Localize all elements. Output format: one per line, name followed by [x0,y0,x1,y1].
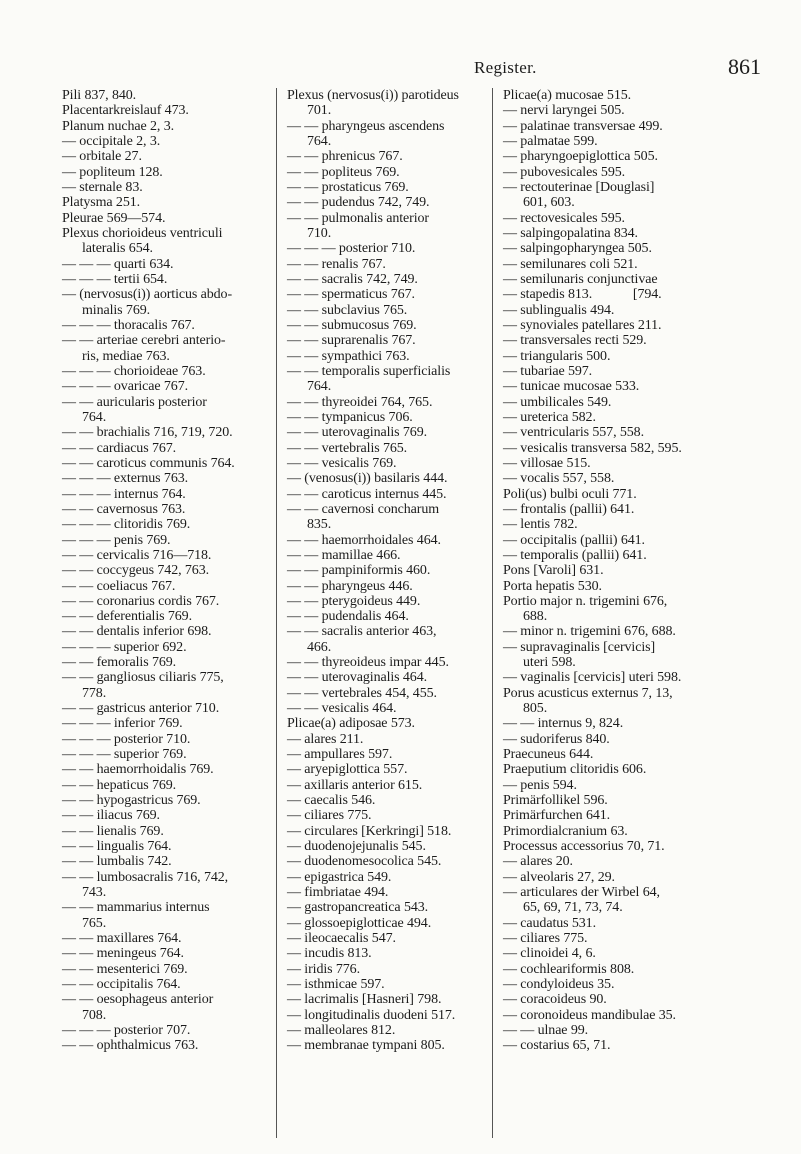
index-entry: — palatinae transversae 499. [503,118,663,134]
index-entry: — — thyreoideus impar 445. [287,655,449,671]
index-entry: Placentarkreislauf 473. [62,103,189,119]
index-entry: — lacrimalis [Hasneri] 798. [287,992,442,1008]
index-entry: — incudis 813. [287,946,372,962]
index-entry: — (venosus(i)) basilaris 444. [287,471,448,487]
index-entry: — — haemorrhoidalis 769. [62,762,214,778]
index-entry: — transversales recti 529. [503,333,647,349]
index-entry: — — maxillares 764. [62,931,182,947]
index-entry: — caecalis 546. [287,793,376,809]
index-entry: — — dentalis inferior 698. [62,624,212,640]
index-entry-continuation: 778. [82,685,107,701]
index-entry: — occipitalis (pallii) 641. [503,532,645,548]
index-entry-continuation: 764. [82,409,107,425]
index-entry: Porus acusticus externus 7, 13, [503,685,673,701]
page-header [0,52,801,80]
index-entry: Pons [Varoli] 631. [503,563,604,579]
index-entry: — — spermaticus 767. [287,287,415,303]
index-entry: Plicae(a) mucosae 515. [503,88,632,103]
index-entry: — — mammarius internus [62,900,210,916]
index-entry: — — coronarius cordis 767. [62,593,220,609]
index-entry: — duodenomesocolica 545. [287,854,442,870]
index-entry: — nervi laryngei 505. [503,103,625,119]
index-entry: — — brachialis 716, 719, 720. [62,425,233,441]
index-entry: — — lumbosacralis 716, 742, [62,869,229,885]
index-entry: — — sacralis anterior 463, [287,624,437,640]
index-entry: — vesicalis transversa 582, 595. [503,440,682,456]
index-entry: — membranae tympani 805. [287,1038,445,1054]
index-entry: — — uterovaginalis 769. [287,425,428,441]
index-entry: — ureterica 582. [503,409,596,425]
index-entry: — — sacralis 742, 749. [287,271,418,287]
index-entry: — coracoideus 90. [503,992,607,1008]
index-entry: — orbitale 27. [62,149,142,165]
index-entry: — — gangliosus ciliaris 775, [62,670,224,686]
index-entry: — villosae 515. [503,455,591,471]
index-entry: — — mesenterici 769. [62,961,188,977]
index-entry: — — uterovaginalis 464. [287,670,428,686]
index-column-2 [287,88,492,1054]
index-entry: — alares 211. [287,731,364,747]
index-entry: — — phrenicus 767. [287,149,403,165]
index-entry: — aryepiglottica 557. [287,762,408,778]
index-entry: — lentis 782. [503,517,578,533]
index-entry: — — vertebrales 454, 455. [287,685,437,701]
running-title: Register. [474,58,537,77]
index-entry: — — cervicalis 716—718. [62,547,212,563]
index-entry: — glossoepiglotticae 494. [287,915,432,931]
index-entry: — — — superior 692. [62,639,187,655]
index-entry: — — submucosus 769. [287,317,417,333]
index-entry: — ciliares 775. [503,931,588,947]
index-entry: — synoviales patellares 211. [503,317,662,333]
index-entry-continuation: 764. [307,379,332,395]
index-entry: — condyloideus 35. [503,977,615,993]
index-entry: — longitudinalis duodeni 517. [287,1007,456,1023]
index-entry: Pili 837, 840. [62,88,137,103]
index-entry: — frontalis (pallii) 641. [503,501,635,517]
index-entry: — — prostaticus 769. [287,179,409,195]
index-entry: — — pulmonalis anterior [287,210,429,226]
index-entry: — — temporalis superficialis [287,363,451,379]
index-entry: — axillaris anterior 615. [287,777,423,793]
index-entry: — — pharyngeus ascendens [287,118,445,134]
index-entry: — penis 594. [503,777,577,793]
index-entry: — — — quarti 634. [62,256,174,272]
index-entry: — — — thoracalis 767. [62,317,195,333]
index-entry-continuation: 688. [523,609,548,625]
index-entry: — vaginalis [cervicis] uteri 598. [503,670,682,686]
index-entry: — — vertebralis 765. [287,440,408,456]
index-entry: — — cavernosus 763. [62,501,186,517]
index-entry: — — deferentialis 769. [62,609,192,625]
index-entry: — clinoidei 4, 6. [503,946,596,962]
index-entry: — — — tertii 654. [62,271,168,287]
index-entry: — duodenojejunalis 545. [287,839,426,855]
index-entry: — pubovesicales 595. [503,164,626,180]
index-entry: — — suprarenalis 767. [287,333,416,349]
index-entry: — cochleariformis 808. [503,961,635,977]
index-entry: — — caroticus communis 764. [62,455,235,471]
index-entry-continuation: 701. [307,103,332,119]
index-entry: Plexus (nervosus(i)) parotideus [287,88,459,103]
index-entry: — — lumbalis 742. [62,854,172,870]
index-entry: — — sympathici 763. [287,348,410,364]
index-entry-continuation: 765. [82,915,107,931]
index-entry-continuation: 835. [307,517,332,533]
index-entry: Plicae(a) adiposae 573. [287,716,415,732]
index-entry-continuation: 708. [82,1007,107,1023]
index-entry: — — thyreoidei 764, 765. [287,394,433,410]
index-entry: — — — externus 763. [62,471,189,487]
column-divider [492,88,493,1138]
index-entry: Primärfollikel 596. [503,793,608,809]
index-entry: — — tympanicus 706. [287,409,413,425]
index-entry: — — — inferior 769. [62,716,183,732]
index-entry-continuation: minalis 769. [82,302,151,318]
index-entry: — — — internus 764. [62,486,186,502]
index-entry: — epigastrica 549. [287,869,392,885]
index-entry: — costarius 65, 71. [503,1038,611,1054]
index-entry-continuation: 601, 603. [523,195,575,211]
index-entry-continuation: 710. [307,225,332,241]
index-entry: — — caroticus internus 445. [287,486,447,502]
index-entry: — pharyngoepiglottica 505. [503,149,658,165]
index-entry-continuation: 65, 69, 71, 73, 74. [523,900,623,916]
index-entry: — — lingualis 764. [62,839,172,855]
index-entry: — — — posterior 710. [62,731,191,747]
index-entry: — umbilicales 549. [503,394,612,410]
index-entry: Praeputium clitoridis 606. [503,762,647,778]
index-entry: — stapedis 813. [794. [503,287,662,303]
index-entry: — popliteum 128. [62,164,163,180]
index-column-1 [62,88,272,1054]
index-entry: — — coeliacus 767. [62,578,176,594]
index-entry: — semilunaris conjunctivae [503,271,658,287]
index-entry: Praecuneus 644. [503,747,594,763]
index-entry: — sternale 83. [62,179,143,195]
index-entry: Planum nuchae 2, 3. [62,118,175,134]
index-entry: — occipitale 2, 3. [62,133,161,149]
index-entry: Poli(us) bulbi oculi 771. [503,486,637,502]
index-entry: — — pampiniformis 460. [287,563,431,579]
index-entry: — — iliacus 769. [62,808,160,824]
index-entry: — coronoideus mandibulae 35. [503,1007,676,1023]
index-entry: — — vesicalis 769. [287,455,397,471]
index-entry: — — femoralis 769. [62,655,177,671]
index-entry: — sublingualis 494. [503,302,615,318]
index-entry: — minor n. trigemini 676, 688. [503,624,676,640]
index-entry: — — hepaticus 769. [62,777,177,793]
index-entry: — salpingopharyngea 505. [503,241,652,257]
index-entry: Portio major n. trigemini 676, [503,593,668,609]
index-entry: — — haemorrhoidales 464. [287,532,441,548]
index-entry: — — — clitoridis 769. [62,517,191,533]
index-entry-continuation: 805. [523,701,548,717]
index-entry: — iridis 776. [287,961,360,977]
index-entry: — — — chorioideae 763. [62,363,206,379]
index-entry: — — pharyngeus 446. [287,578,413,594]
index-entry: Pleurae 569—574. [62,210,166,226]
index-entry: — supravaginalis [cervicis] [503,639,656,655]
index-entry: — isthmicae 597. [287,977,385,993]
index-entry: — — ulnae 99. [503,1023,589,1039]
index-entry: — rectouterinae [Douglasi] [503,179,655,195]
page-number: 861 [728,54,761,79]
index-entry: — — coccygeus 742, 763. [62,563,210,579]
index-entry: Primärfurchen 641. [503,808,611,824]
index-entry: — — pterygoideus 449. [287,593,421,609]
index-entry: — caudatus 531. [503,915,596,931]
index-entry: — tubariae 597. [503,363,593,379]
index-entry: — ampullares 597. [287,747,393,763]
index-entry: — ileocaecalis 547. [287,931,396,947]
index-entry-continuation: lateralis 654. [82,241,153,257]
index-entry: — — oesophageus anterior [62,992,214,1008]
column-divider [276,88,277,1138]
index-entry: — — cardiacus 767. [62,440,177,456]
index-entry: — vocalis 557, 558. [503,471,615,487]
index-entry: — — vesicalis 464. [287,701,397,717]
index-entry: — — renalis 767. [287,256,386,272]
index-entry: — — arteriae cerebri anterio- [62,333,226,349]
index-entry: — rectovesicales 595. [503,210,625,226]
index-entry: — articulares der Wirbel 64, [503,885,660,901]
index-entry: — — — posterior 710. [287,241,416,257]
index-entry: — ciliares 775. [287,808,372,824]
index-entry: — temporalis (pallii) 641. [503,547,647,563]
index-entry-continuation: 466. [307,639,332,655]
index-entry: Processus accessorius 70, 71. [503,839,665,855]
index-entry: — alveolaris 27, 29. [503,869,615,885]
index-entry: — salpingopalatina 834. [503,225,638,241]
index-entry: — fimbriatae 494. [287,885,389,901]
index-entry: — — — ovaricae 767. [62,379,189,395]
index-entry: — malleolares 812. [287,1023,396,1039]
index-entry: — palmatae 599. [503,133,598,149]
index-entry: — — pudendus 742, 749. [287,195,430,211]
index-entry: — — mamillae 466. [287,547,401,563]
index-entry: — gastropancreatica 543. [287,900,429,916]
index-entry: Plexus chorioideus ventriculi [62,225,223,241]
index-entry: Primordialcranium 63. [503,823,628,839]
index-entry-continuation: 764. [307,133,332,149]
index-entry-continuation: 743. [82,885,107,901]
index-entry: — — occipitalis 764. [62,977,181,993]
index-entry: — — gastricus anterior 710. [62,701,220,717]
index-entry: — — pudendalis 464. [287,609,409,625]
index-entry: — — lienalis 769. [62,823,164,839]
index-entry: — — internus 9, 824. [503,716,624,732]
index-entry: — alares 20. [503,854,573,870]
index-entry: Platysma 251. [62,195,141,211]
index-entry: — tunicae mucosae 533. [503,379,640,395]
index-entry: — — hypogastricus 769. [62,793,201,809]
index-entry: — triangularis 500. [503,348,611,364]
index-entry: — — auricularis posterior [62,394,207,410]
index-entry: Porta hepatis 530. [503,578,602,594]
index-entry: — circulares [Kerkringi] 518. [287,823,452,839]
index-entry: — — — penis 769. [62,532,171,548]
index-entry: — — ophthalmicus 763. [62,1038,199,1054]
index-entry: — sudoriferus 840. [503,731,610,747]
index-column-3 [503,88,715,1054]
index-entry-continuation: ris, mediae 763. [82,348,170,364]
index-entry: — (nervosus(i)) aorticus abdo- [62,287,233,303]
index-entry: — ventricularis 557, 558. [503,425,644,441]
index-entry: — — — superior 769. [62,747,187,763]
index-entry: — — popliteus 769. [287,164,400,180]
index-entry: — — — posterior 707. [62,1023,191,1039]
index-entry-continuation: uteri 598. [523,655,576,671]
index-entry: — — cavernosi concharum [287,501,440,517]
index-entry: — — subclavius 765. [287,302,408,318]
index-entry: — semilunares coli 521. [503,256,638,272]
index-entry: — — meningeus 764. [62,946,184,962]
